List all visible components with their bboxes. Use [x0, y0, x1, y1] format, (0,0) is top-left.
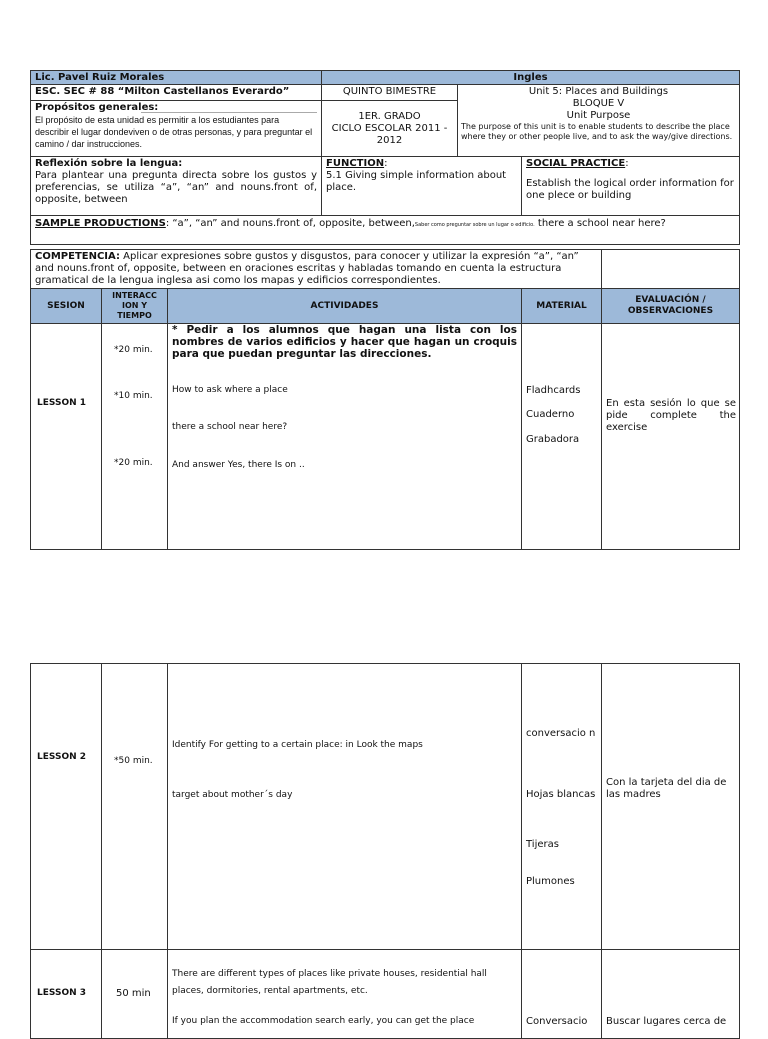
unit-purpose-text: The purpose of this unit is to enable students to describe the place where they or other people live, and to ask the way/give directions.: [461, 122, 733, 141]
lesson1-session: [30, 323, 102, 550]
unit-block: [457, 84, 740, 157]
reflection-text: Para plantear una pregunta directa sobre los gustos y preferencias, se utiliza “a”, “an” and nouns.front of, opposite, between: [35, 170, 317, 205]
lesson1-name: LESSON 1: [37, 398, 87, 408]
competencia-title: COMPETENCIA:: [35, 251, 120, 262]
lesson3-session: [30, 949, 102, 1039]
lesson1-materials: [521, 323, 602, 550]
lesson1-times: [101, 323, 168, 550]
lesson3-name: LESSON 3: [37, 988, 87, 998]
lesson2-session: [30, 663, 102, 950]
function-title: FUNCTION: [326, 158, 385, 169]
lesson3-materials: [521, 949, 602, 1039]
lesson2-materials: [521, 663, 602, 950]
teacher-name: Lic. Pavel Ruiz Morales: [30, 70, 322, 85]
lesson2-name: LESSON 2: [37, 752, 87, 762]
unit-purpose-title: Unit Purpose: [566, 110, 631, 121]
sample-text-tiny: Saber como preguntar sobre un lugar o edificio.: [414, 222, 535, 228]
sample-text-a: : “a”, “an” and nouns.front of, opposite, between,: [165, 218, 415, 229]
lesson1-activity-1: How to ask where a place: [172, 385, 288, 395]
term-label: QUINTO BIMESTRE: [321, 84, 458, 101]
lesson2-evaluation-text: Con la tarjeta del dia de las madres: [606, 777, 727, 800]
col-evaluation: EVALUACIÓN / OBSERVACIONES: [601, 288, 740, 324]
lesson2-activity-2: target about mother´s day: [172, 790, 293, 800]
lesson1-time-2: *10 min.: [114, 391, 153, 401]
purposes-title: Propósitos generales:: [35, 102, 159, 113]
col-interaction: INTERACC ION Y TIEMPO: [101, 288, 168, 324]
lesson1-material-3: Grabadora: [526, 434, 580, 445]
lesson3-activity-1: There are different types of places like private houses, residential hall places, dormitories, rental apartments, etc.: [172, 969, 487, 996]
lesson1-activities: [167, 323, 522, 550]
sample-productions: [30, 215, 740, 245]
grade-label: 1ER. GRADO: [358, 110, 421, 122]
function-block: [321, 156, 522, 216]
lesson1-activity-3: And answer Yes, there Is on ..: [172, 460, 305, 470]
competencia-empty: [601, 249, 740, 289]
social-practice-title: SOCIAL PRACTICE: [526, 158, 626, 169]
lesson3-activity-2: If you plan the accommodation search early, you can get the place: [172, 1016, 475, 1026]
subject-name: Ingles: [321, 70, 740, 85]
lesson3-time: 50 min: [116, 988, 151, 999]
lesson2-time: *50 min.: [114, 756, 153, 766]
reflection-title: Reflexión sobre la lengua:: [35, 158, 183, 169]
lesson1-evaluation-text: En esta sesión lo que se pide complete the exercise: [606, 398, 736, 433]
school-year: CICLO ESCOLAR 2011 - 2012: [331, 122, 448, 146]
lesson1-intro: * Pedir a los alumnos que hagan una lista con los nombres de varios edificios y hacer que hagan un croquis para que puedan preguntar las direcciones.: [172, 324, 517, 360]
lesson1-evaluation: [601, 323, 740, 550]
lesson1-time-3: *20 min.: [114, 458, 153, 468]
social-practice-colon: :: [625, 158, 629, 169]
social-practice-text: Establish the logical order information for one plece or building: [526, 178, 734, 201]
lesson1-time-1: *20 min.: [114, 345, 153, 355]
lesson2-activities: [167, 663, 522, 950]
lesson2-material-2: Hojas blancas: [526, 789, 596, 800]
block-title: BLOQUE V: [572, 98, 625, 109]
lesson2-evaluation: [601, 663, 740, 950]
grade-block: [321, 100, 458, 157]
lesson2-times: [101, 663, 168, 950]
unit-title: Unit 5: Places and Buildings: [528, 86, 669, 97]
lesson1-material-2: Cuaderno: [526, 409, 575, 420]
lesson2-activity-1: Identify For getting to a certain place: in Look the maps: [172, 740, 423, 750]
sample-text-b: there a school near here?: [534, 218, 666, 229]
lesson1-activity-2: there a school near here?: [172, 422, 288, 432]
function-text: 5.1 Giving simple information about place.: [326, 170, 507, 193]
competencia-text: Aplicar expresiones sobre gustos y disgustos, para conocer y utilizar la expresión “a”, “an” and nouns.front of, opposite, between en oraciones escritas y habladas tomando en cuenta la estructura gramatical de la lengua inglesa asi como los mapas y edificios correspondientes.: [35, 251, 579, 286]
lesson1-material-1: Fladhcards: [526, 385, 581, 396]
function-colon: :: [384, 158, 388, 169]
col-session: SESION: [30, 288, 102, 324]
lesson2-material-1: conversacio n: [526, 728, 596, 739]
purposes-text: El propósito de esta unidad es permitir a los estudiantes para describir el lugar dondeviven o de otras personas, y para preguntar el camino / dar instrucciones.: [35, 115, 313, 149]
lesson2-material-3: Tijeras: [526, 839, 559, 850]
school-name: ESC. SEC # 88 “Milton Castellanos Everardo”: [30, 84, 322, 101]
general-purposes: [30, 100, 322, 157]
purposes-underline: [141, 112, 317, 113]
sample-title: SAMPLE PRODUCTIONS: [35, 218, 166, 229]
competencia-block: [30, 249, 602, 289]
social-practice-block: [521, 156, 740, 216]
col-activities: ACTIVIDADES: [167, 288, 522, 324]
lesson3-evaluation-text: Buscar lugares cerca de: [606, 1016, 727, 1027]
col-material: MATERIAL: [521, 288, 602, 324]
lesson3-evaluation: [601, 949, 740, 1039]
lesson2-material-4: Plumones: [526, 876, 575, 887]
lesson3-times: [101, 949, 168, 1039]
reflection-block: [30, 156, 322, 216]
lesson3-material: Conversacio: [526, 1016, 588, 1027]
lesson3-activities: [167, 949, 522, 1039]
